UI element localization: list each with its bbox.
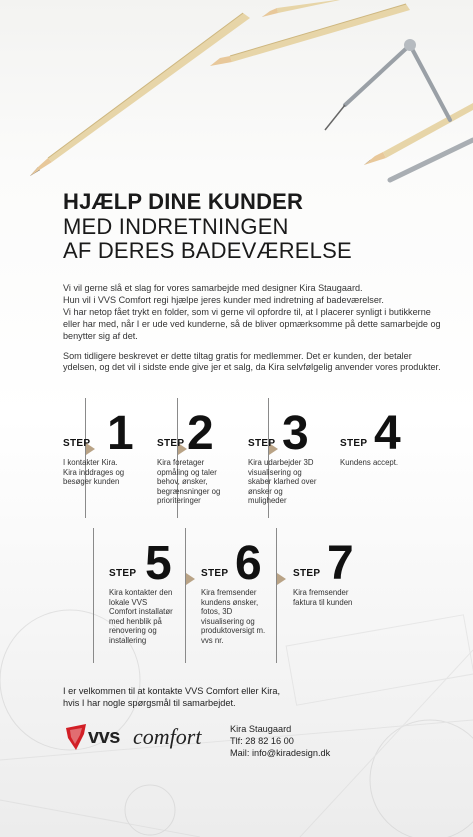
step-4: [340, 408, 430, 468]
step-label: STEP: [248, 438, 276, 449]
step-3: [248, 408, 320, 506]
step-divider: [276, 528, 277, 663]
step-label: STEP: [293, 568, 321, 579]
step-description: I kontakter Kira. Kira inddrages og besøger kunden: [63, 458, 125, 487]
headline-line-1: HJÆLP DINE KUNDER: [63, 189, 304, 214]
step-label: STEP: [63, 438, 91, 449]
step-label: STEP: [109, 568, 137, 579]
step-label: STEP: [157, 438, 185, 449]
contact-phone: Tlf: 28 82 16 00: [230, 736, 294, 746]
step-number: 3: [282, 407, 309, 460]
vvs-comfort-logo: [64, 722, 214, 752]
headline-line-2: MED INDRETNINGEN: [63, 213, 289, 239]
step-6: [201, 538, 271, 646]
step-description: Kira foretager opmåling og taler behov, ønsker, begrænsninger og prioriteringer: [157, 458, 221, 506]
step-label: STEP: [201, 568, 229, 579]
contact-name: Kira Staugaard: [230, 724, 292, 734]
headline-line-3: AF DERES BADEVÆRELSE: [63, 238, 352, 263]
step-number: 6: [235, 537, 262, 590]
contact-person: [230, 723, 330, 759]
step-divider: [185, 528, 186, 663]
step-1: [63, 407, 134, 487]
intro-p1-line-1: Vi vil gerne slå et slag for vores samarbejde med designer Kira Staugaard.: [63, 283, 363, 293]
contact-invitation: [63, 685, 280, 709]
vvs-comfort-logo-mark-icon: [64, 724, 88, 750]
step-number: 7: [327, 537, 354, 590]
step-5: [109, 538, 177, 646]
contact-mail: Mail: info@kiradesign.dk: [230, 748, 331, 758]
logo-comfort-text: comfort: [133, 724, 202, 749]
intro-p1-line-3: Vi har netop fået trykt en folder, som vi gerne vil opfordre til, at I placerer synligt i butikkerne eller har med, når I er ude ved kunderne, så de bliver opmærksomme på dette samarbejde og benytter sig af det.: [63, 306, 441, 341]
step-7: [293, 538, 373, 607]
step-2: [157, 408, 227, 506]
step-number: 2: [187, 407, 214, 460]
step-description: Kira udarbejder 3D visualisering og skaber klarhed over ønsker og muligheder: [248, 458, 317, 506]
step-number: 4: [374, 407, 401, 460]
step-arrow-icon: [186, 573, 195, 585]
step-number: 1: [107, 407, 134, 460]
step-description: Kira fremsender kundens ønsker, fotos, 3D visualisering og produktoversigt m. vvs nr.: [201, 588, 266, 645]
step-description: Kira fremsender faktura til kunden: [293, 588, 353, 607]
step-arrow-icon: [277, 573, 286, 585]
intro-paragraph-2: Som tidligere beskrevet er dette tiltag gratis for medlemmer. Det er kunden, der betaler ydelsen, og det vil i sidste ende give jer et salg, da Kira selvfølgelig anvender vores produkter.: [63, 350, 441, 373]
intro-p1-line-2: Hun vil i VVS Comfort regi hjælpe jeres kunder med indretning af badeværelser.: [63, 294, 384, 305]
step-number: 5: [145, 537, 172, 590]
step-description: Kundens accept.: [340, 458, 399, 467]
step-description: Kira kontakter den lokale VVS Comfort installatør med henblik på renovering og installering: [109, 588, 173, 645]
contact-line-2: hvis I har nogle spørgsmål til samarbejdet.: [63, 698, 236, 708]
step-divider: [93, 528, 94, 663]
logo-vvs-text: vvs: [88, 726, 120, 748]
contact-line-1: I er velkommen til at kontakte VVS Comfort eller Kira,: [63, 686, 281, 696]
step-label: STEP: [340, 438, 368, 449]
